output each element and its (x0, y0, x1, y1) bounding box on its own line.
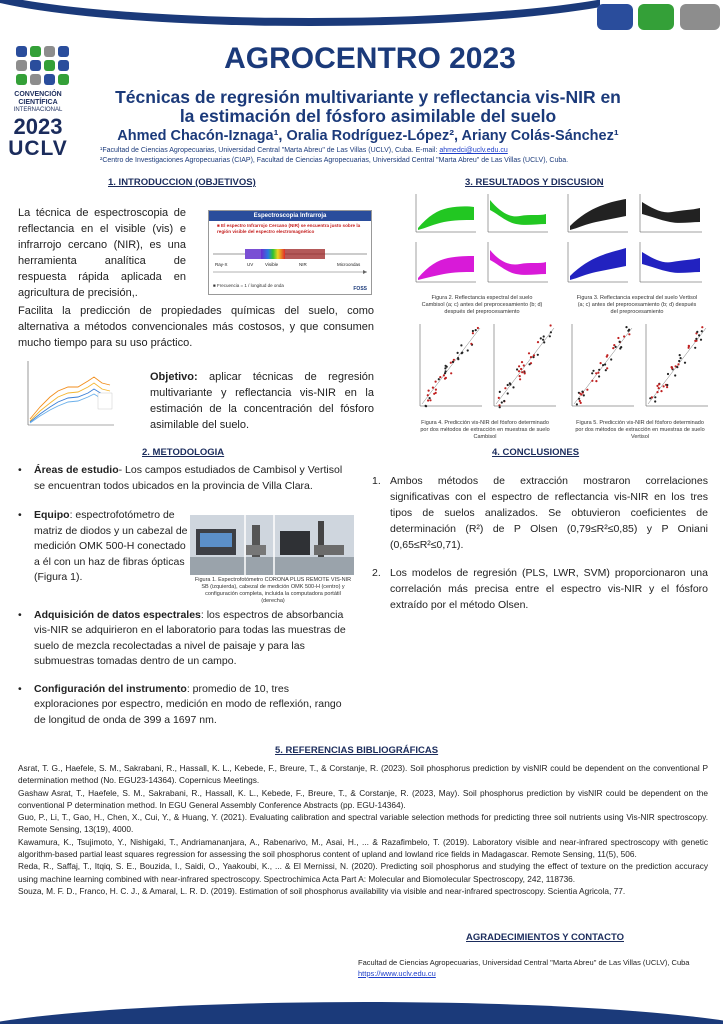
scatter-point (656, 385, 658, 387)
scatter-point (501, 401, 503, 403)
item-text: Ambos métodos de extracción mostraron correlaciones significativas con el espectro de reflectancia vis-NIR en los tres tipos de suelos analizados. Se obtuvieron coeficientes de determinación (R²) de P Olsen (0,79≤R²≤0,85) y P Oniani (0,65≤R²≤0,71). (390, 475, 708, 551)
scatter-point (667, 373, 669, 375)
scatter-point (694, 347, 696, 349)
scatter-point (591, 380, 593, 382)
scatter-point (533, 354, 535, 356)
list-item: • Equipo: espectrofotómetro de matriz de diodos y un cabezal de medición OMK 500-H conectado a él con un haz de fibras ópticas (Figura 1). (18, 509, 188, 583)
logo-square (58, 60, 69, 71)
scatter-point (598, 369, 600, 371)
nir-figure-text: ■ El espectro Infrarrojo Cercano (NIR) se encuentra justo sobre la región visible del espectro electromagnético (217, 223, 361, 234)
scatter-point (427, 394, 429, 396)
figure-2-caption: Figura 2. Reflectancia espectral del suelo Cambisol (a; c) antes del preprocesamiento (b; d) después del preprocesamiento (421, 295, 543, 315)
scatter-point (612, 347, 614, 349)
logo-square (58, 74, 69, 85)
scatter-point (529, 363, 531, 365)
scatter-point (453, 359, 455, 361)
scatter-point (581, 391, 583, 393)
scatter-point (499, 391, 501, 393)
panel-c (568, 242, 628, 282)
logo-square (44, 60, 55, 71)
figure-5-prediction-vertisol (562, 320, 710, 418)
scatter-point (598, 375, 600, 377)
region-label: Visible (265, 262, 279, 267)
absorbance-spectra-chart (18, 357, 118, 437)
logo-line3: INTERNACIONAL (13, 107, 63, 113)
scatter-point (625, 326, 627, 328)
nir-spectrum-figure (208, 210, 372, 295)
logo-square (16, 74, 27, 85)
section-heading-methods: 2. METODOLOGIA (142, 447, 225, 458)
scatter-point (450, 372, 452, 374)
list-item (372, 565, 708, 613)
em-spectrum-diagram (209, 234, 371, 278)
item-text: : promedio de 10, tres exploraciones por espectro, medición en modo de reflexión, rango de longitud de onda de 399 a 1697 nm. (34, 682, 342, 726)
poster-title: AGROCENTRO 2023 (224, 42, 516, 75)
list-item: • Áreas de estudio- Los campos estudiados de Cambisol y Vertisol se encuentran todos ubicados en la provincia de Villa Clara. (18, 464, 343, 492)
section-heading-contact: AGRADECIMIENTOS Y CONTACTO (466, 932, 624, 943)
scatter-point (666, 386, 668, 388)
scatter-point (443, 374, 445, 376)
scatter-point (600, 362, 602, 364)
figure-5-caption: Figura 5. Predicción vis-NIR del fósforo determinado por dos métodos de extracción en muestras de suelo Vertisol (575, 420, 705, 440)
objective-text: aplicar técnicas de regresión multivariante y reflectancia vis-NIR en la estimación de la concentración del fósforo asimilable del suelo. (150, 371, 374, 431)
logo-mark (16, 46, 68, 85)
footer-wave (0, 990, 723, 1024)
scatter-point (688, 347, 690, 349)
scatter-point (521, 361, 523, 363)
scatter-point (678, 360, 680, 362)
scatter-point (663, 385, 665, 387)
logo-square (16, 46, 27, 57)
scatter-point (696, 331, 698, 333)
item-lead: Adquisición de datos espectrales (34, 608, 201, 621)
logo-square (58, 46, 69, 57)
scatter-point (435, 381, 437, 383)
scatter-point (519, 375, 521, 377)
scatter-point (524, 372, 526, 374)
logo-org: UCLV (8, 137, 68, 160)
logo-square (30, 74, 41, 85)
scatter-point (550, 331, 552, 333)
reference-item: Kawamura, K., Tsujimoto, Y., Nishigaki, T., Andriamananjara, A., Rabenarivo, M., Asai, H., ... & Razafimbelo, T. (2019). Laboratory visible and near-infrared spectroscopy with genetic algorithm-based partial least squares regression for assessing the soil phosphorus content of upland and lowland rice fields in Madagascar. Remote Sensing, 11(5), 506. (18, 836, 708, 860)
scatter-point (435, 389, 437, 391)
scatter-point (450, 362, 452, 364)
scatter-point (688, 345, 690, 347)
affiliation-1-text: ¹Facultad de Ciencias Agropecuarias, Universidad Central "Marta Abreu" de Las Villas (UCLV), Cuba. E-mail: (100, 147, 440, 154)
item-text: Los modelos de regresión (PLS, LWR, SVM) proporcionaron una correlación más precisa entre el espectro vis-NIR y el fósforo extraído por el método Olsen. (390, 567, 708, 611)
scatter-point (518, 370, 520, 372)
objective-label: Objetivo: (150, 371, 198, 383)
uv-band (245, 249, 261, 259)
contact-institution: Facultad de Ciencias Agropecuarias, Universidad Central "Marta Abreu" de Las Villas (UCLV), Cuba (358, 958, 690, 967)
scatter-point (507, 392, 509, 394)
scatter-point (537, 341, 539, 343)
affiliation-1 (100, 147, 508, 154)
visible-band (261, 249, 285, 259)
scatter-point (445, 365, 447, 367)
scatter-point (671, 366, 673, 368)
scatter-point (623, 335, 625, 337)
panel-b (640, 194, 702, 232)
region-label: Ray-X (215, 262, 228, 267)
email-link[interactable]: ahmedci@uclv.edu.cu (439, 147, 508, 154)
item-number: 1. (372, 475, 381, 487)
scatter-point (619, 347, 621, 349)
scatter-point (595, 372, 597, 374)
figure-3-caption: Figura 3. Reflectancia espectral del suelo Vertisol (a; c) antes del preprocesamiento (b; d) después del preprocesamiento (576, 295, 698, 315)
logo-line1: CONVENCIÓN (14, 91, 62, 98)
scatter-point (700, 339, 702, 341)
logo-year: 2023 (13, 114, 63, 139)
scatter-point (530, 356, 532, 358)
scatter-point (543, 341, 545, 343)
reference-item: Asrat, T. G., Haefele, S. M., Sakrabani, R., Hassall, K. L., Kebede, F., Breure, T., & Corstanje, R. (2023). Soil phosphorus prediction by visNIR could be dependent on the conventional P determination method (No. EGU23-14364). Copernicus Meetings. (18, 763, 708, 786)
scatter-point (518, 365, 520, 367)
item-number: 2. (372, 567, 381, 579)
lab-equipment-photo (190, 515, 354, 575)
panel-d (488, 242, 548, 282)
scatter-point (429, 399, 431, 401)
scatter-point (457, 352, 459, 354)
scatter-point (537, 354, 539, 356)
scatter-point (684, 362, 686, 364)
list-item (372, 473, 708, 553)
scatter-point (461, 352, 463, 354)
conclusions-list (372, 473, 708, 625)
reference-item: Guo, P., Li, T., Gao, H., Chen, X., Cui, Y., & Huang, Y. (2021). Evaluating calibration and spectral variable selection methods for predicting three soil nutrients using Vis-NIR spectroscopy. Remote Sensing, 13(19), 4000. (18, 812, 708, 835)
scatter-point (676, 366, 678, 368)
item-text: : espectrofotómetro de matriz de diodos y un cabezal de medición OMK 500-H conectado a él con un haz de fibras ópticas (Figura 1). (34, 509, 188, 583)
reference-item: Reda, R., Saffaj, T., Itqiq, S. E., Bouzida, I., Saidi, O., Yaakoubi, K., ... & El Mernissi, N. (2020). Predicting soil phosphorus and studying the effect of texture on the prediction accuracy using machine learning combined with near-infrared spectroscopy. Spectrochimica Acta Part A: Molecular and Biomolecular Spectroscopy, 242, 118736. (18, 861, 708, 884)
item-lead: Áreas de estudio (34, 464, 119, 476)
scatter-point (509, 382, 511, 384)
scatter-point (498, 397, 500, 399)
header-wave (0, 0, 600, 30)
logo-square (30, 60, 41, 71)
logo-line2: CIENTÍFICA (18, 99, 58, 106)
region-label: UV (247, 262, 254, 267)
scatter-point (680, 357, 682, 359)
scatter-point (428, 390, 430, 392)
scatter-point (460, 344, 462, 346)
scatter-point (472, 330, 474, 332)
list-item: • Adquisición de datos espectrales: los espectros de absorbancia vis-NIR se adquirieron en el laboratorio para todas las muestras de suelo de mezcla recolectadas a nivel de paisaje y para las submuestras tomadas dentro de un campo. (18, 608, 346, 667)
panel-b (488, 194, 548, 232)
scatter-point (549, 335, 551, 337)
figure-4-prediction-cambisol (410, 320, 558, 418)
scatter-point (698, 334, 700, 336)
decor-square-gray (680, 4, 720, 30)
scatter-point (477, 327, 479, 329)
scatter-point (520, 368, 522, 370)
scatter-point (579, 400, 581, 402)
scatter-point (583, 394, 585, 396)
scatter-point (499, 406, 501, 408)
scatter-point (467, 349, 469, 351)
scatter-point (677, 363, 679, 365)
scatter-point (472, 332, 474, 334)
scatter-point (427, 399, 429, 401)
scatter-point (591, 372, 593, 374)
scatter-point (606, 354, 608, 356)
scatter-point (628, 329, 630, 331)
scatter-point (658, 387, 660, 389)
foss-badge: FOSS (353, 286, 367, 292)
scatter-point (613, 344, 615, 346)
scatter-point (523, 364, 525, 366)
scatter-point (425, 405, 427, 407)
references-list (18, 762, 708, 897)
panel-d (640, 242, 702, 282)
scatter-point (580, 402, 582, 404)
scatter-point (432, 387, 434, 389)
intro-paragraph-2: Facilita la predicción de propiedades químicas del suelo, como alternativa a métodos convencionales más costosos, y que consumen mucho tiempo para su uso práctico. (18, 305, 374, 349)
scatter-point (435, 392, 437, 394)
scatter-point (457, 358, 459, 360)
scatter-point (610, 358, 612, 360)
scatter-point (438, 378, 440, 380)
scatter-point (528, 352, 530, 354)
scatter-point (498, 404, 500, 406)
scatter-point (439, 376, 441, 378)
nir-band (285, 249, 325, 259)
scatter-point (604, 363, 606, 365)
intro-paragraph-1: La técnica de espectroscopia de reflectancia en el visible (vis) e infrarrojo cercano (NIR), es una herramienta analítica de respuesta rápida aplicada en agricultura de precisión,. (18, 207, 186, 299)
section-heading-references: 5. REFERENCIAS BIBLIOGRÁFICAS (275, 745, 439, 756)
scatter-point (521, 371, 523, 373)
poster-subtitle (88, 88, 648, 126)
scatter-point (540, 337, 542, 339)
scatter-point (615, 346, 617, 348)
scatter-point (512, 386, 514, 388)
item-lead: Configuración del instrumento (34, 682, 187, 695)
panel-c (416, 242, 476, 282)
scatter-point (452, 361, 454, 363)
scatter-point (695, 338, 697, 340)
scatter-point (503, 400, 505, 402)
objective-paragraph (150, 369, 374, 433)
affiliation-2: ²Centro de Investigaciones Agropecuarias (CIAP), Facultad de Ciencias Agropecuarias, Universidad Central "Marta Abreu" de Las Villas (UCLV), Cuba. (100, 157, 569, 164)
scatter-point (470, 343, 472, 345)
scatter-point (504, 387, 506, 389)
scatter-point (617, 337, 619, 339)
scatter-point (445, 370, 447, 372)
scatter-point (602, 364, 604, 366)
scatter-point (658, 383, 660, 385)
figure-3-spectra-vertisol (560, 190, 708, 290)
scatter-point (656, 391, 658, 393)
logo-square (30, 46, 41, 57)
figure-2-spectra-cambisol (408, 190, 553, 290)
scatter-point (543, 335, 545, 337)
authors: Ahmed Chacón-Iznaga¹, Oralia Rodríguez-López², Ariany Colás-Sánchez¹ (117, 128, 619, 144)
scatter-point (507, 384, 509, 386)
nir-figure-title: Espectroscopia Infrarroja (209, 211, 371, 221)
region-label: Microondas (337, 262, 361, 267)
fit-line (422, 328, 480, 404)
scatter-point (595, 380, 597, 382)
scatter-point (695, 340, 697, 342)
scatter-point (701, 326, 703, 328)
scatter-point (654, 400, 656, 402)
reference-item: Souza, M. F. D., Franco, H. C. J., & Amaral, L. R. D. (2019). Estimation of soil phosphorus availability via visible and near-infrared spectroscopy. Scientia Agricola, 77. (18, 885, 626, 896)
section-heading-results: 3. RESULTADOS Y DISCUSION (465, 177, 604, 188)
nir-figure-bottom: ■ Frecuencia = 1 / longitud de onda (213, 283, 284, 288)
website-link[interactable]: https://www.uclv.edu.cu (358, 969, 436, 978)
scatter-point (550, 324, 552, 326)
scatter-point (619, 341, 621, 343)
decor-square-blue (597, 4, 633, 30)
conference-logo (8, 46, 68, 159)
reference-item: Gashaw Asrat, T., Haefele, S. M., Sakrabani, R., Hassall, K. L., Kebede, F., Breure, T., & Corstanje, R. (2023, May). Soil phosphorus prediction by visNIR could be dependent on the conventional P determination method. In EGU General Assembly Conference Abstracts (pp. EGU-14364). (18, 787, 708, 810)
scatter-point (701, 330, 703, 332)
subtitle-line1: Técnicas de regresión multivariante y reflectancia vis-NIR en (115, 87, 621, 107)
scatter-point (516, 368, 518, 370)
panel-a (568, 194, 628, 232)
figure-1-caption: Figura 1. Espectrofotómetro CORONA PLUS REMOTE VIS-NIR SB (izquierda), cabezal de medición OMK 500-H (centro) y configuración completa, incluida la computadora portátil (derecha) (194, 577, 352, 604)
scatter-point (586, 389, 588, 391)
scatter-point (674, 374, 676, 376)
fit-line (496, 328, 554, 404)
scatter-point (542, 339, 544, 341)
scatter-point (679, 354, 681, 356)
panel-a (416, 194, 476, 232)
item-lead: Equipo (34, 509, 70, 521)
list-item: • Configuración del instrumento: promedio de 10, tres exploraciones por espectro, medición en modo de reflexión, rango de longitud de onda de 399 a 1697 nm. (18, 682, 342, 726)
section-heading-conclusions: 4. CONCLUSIONES (492, 447, 580, 458)
logo-square (44, 74, 55, 85)
plot-axes (420, 324, 482, 406)
scatter-point (660, 390, 662, 392)
scatter-point (576, 403, 578, 405)
section-heading-intro: 1. INTRODUCCION (OBJETIVOS) (108, 177, 256, 188)
scatter-point (579, 393, 581, 395)
scatter-point (628, 333, 630, 335)
scatter-point (578, 398, 580, 400)
scatter-point (597, 372, 599, 374)
decor-square-green (638, 4, 674, 30)
figure-4-caption: Figura 4. Predicción vis-NIR del fósforo determinado por dos métodos de extracción en muestras de suelo Cambisol (420, 420, 550, 440)
scatter-point (592, 370, 594, 372)
scatter-point (606, 367, 608, 369)
scatter-point (429, 397, 431, 399)
scatter-point (666, 384, 668, 386)
region-label: NIR (299, 262, 307, 267)
scatter-point (651, 396, 653, 398)
scatter-point (605, 369, 607, 371)
contact-block (358, 957, 689, 979)
plot-axes (494, 324, 556, 406)
subtitle-line2: la estimación del fósforo asimilable del suelo (179, 106, 557, 126)
item-text: - Los campos estudiados de Cambisol y Vertisol se encuentran todos ubicados en la provincia de Villa Clara. (34, 464, 343, 492)
scatter-point (654, 396, 656, 398)
scatter-point (519, 378, 521, 380)
item-text: : los espectros de absorbancia vis-NIR se adquirieron en el laboratorio para todas las muestras de suelo de mezcla recolectadas a nivel de paisaje y para las submuestras tomadas dentro de un campo. (34, 608, 346, 667)
scatter-point (475, 329, 477, 331)
scatter-point (445, 377, 447, 379)
logo-square (16, 60, 27, 71)
logo-square (44, 46, 55, 57)
